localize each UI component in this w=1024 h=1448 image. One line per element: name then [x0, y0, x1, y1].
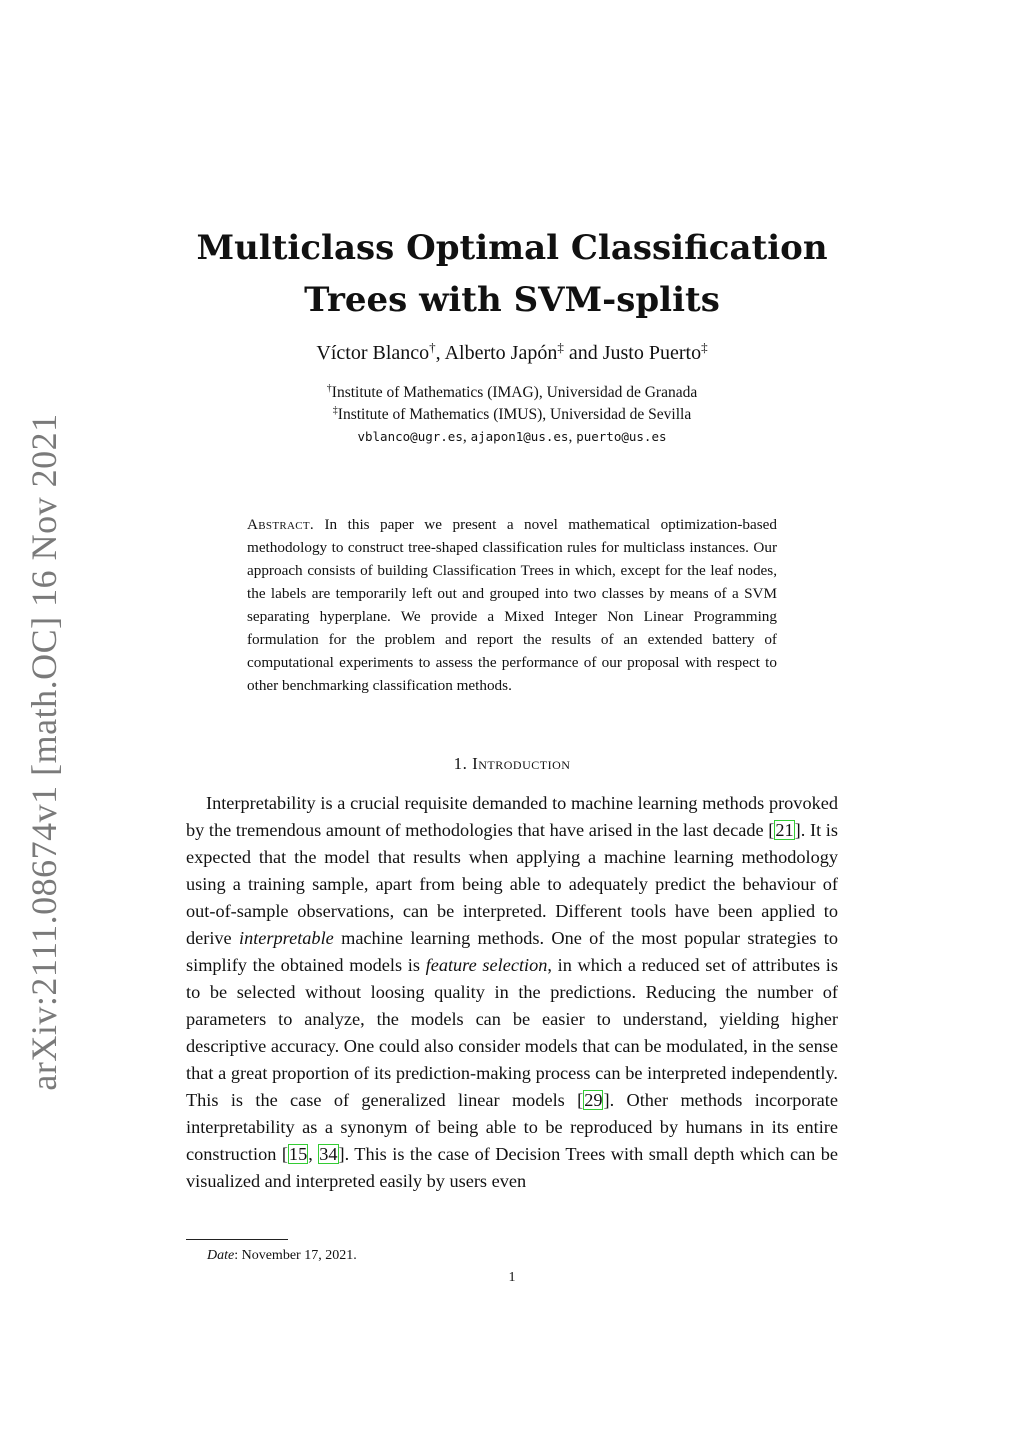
- title-line-2: Trees with SVM-splits: [304, 280, 720, 320]
- footnote-label: Date: [207, 1248, 235, 1263]
- affiliation-line: [0, 404, 1024, 426]
- footnote-text: : November 17, 2021.: [234, 1248, 357, 1263]
- email-link[interactable]: vblanco@ugr.es: [357, 429, 463, 444]
- author-separator: ,: [435, 342, 445, 364]
- section-title: Introduction: [472, 754, 571, 773]
- email-separator: ,: [462, 428, 471, 445]
- email-line: [0, 426, 1024, 448]
- author-separator: and: [563, 342, 603, 364]
- footnote-date: [207, 1248, 357, 1264]
- body-text: . It is expected that the model that results when applying a machine learning methodology using a training sample, apart from being able to adequately predict the behaviour of out-of-sample observations, can be interpreted. Different tools have been applied to derive: [186, 820, 838, 948]
- arxiv-identifier: arXiv:2111.08674v1 [math.OC] 16 Nov 2021: [24, 413, 64, 1091]
- body-text: Interpretability is a crucial requisite demanded to machine learning methods provoked by the tremendous amount of methodologies that have arised in the last decade: [186, 793, 838, 840]
- body-text: machine learning methods. One of the most popular strategies to simplify the obtained models is: [186, 928, 838, 975]
- section-heading: [0, 754, 1024, 774]
- section-number: 1.: [453, 754, 468, 773]
- introduction-paragraph: Interpretability is a crucial requisite demanded to machine learning methods provoked by the tremendous amount of methodologies that have arised in the last decade [21]. It is expected that the model that results when applying a machine learning methodology using a training sample, apart from being able to adequately predict the behaviour of out-of-sample observations, can be interpreted. Different tools have been applied to derive interpretable machine learning methods. One of the most popular strategies to simplify the obtained models is feature selection, in which a reduced set of attributes is to be selected without loosing quality in the predictions. Reducing the number of parameters to analyze, the models can be easier to understand, yielding higher descriptive accuracy. One could also consider models that can be modulated, in the sense that a great proportion of its prediction-making process can be interpreted independently. This is the case of generalized linear models [29]. Other methods incorporate interpretability as a synonym of being able to be reproduced by humans in its entire construction [15, 34]. This is the case of Decision Trees with small depth which can be visualized and interpreted easily by users even: [186, 793, 839, 1191]
- citation-link[interactable]: 15: [288, 1144, 308, 1164]
- title-line-1: Multiclass Optimal Classification: [196, 228, 828, 268]
- affiliation-mark: ‡: [332, 404, 338, 416]
- affiliation-text: Institute of Mathematics (IMAG), Universidad de Granada: [331, 384, 698, 401]
- abstract: [247, 513, 777, 697]
- citation-separator: ,: [308, 1144, 319, 1164]
- author-name: Alberto Japón: [444, 342, 558, 364]
- emphasized-text: feature selection: [425, 955, 548, 975]
- affiliation-mark: ‡: [701, 339, 708, 355]
- page-number: 1: [508, 1270, 516, 1285]
- footnote-rule: [186, 1239, 288, 1240]
- citation-link[interactable]: 29: [584, 1090, 603, 1110]
- body-text: . This is the case of Decision Trees with small depth which can be visualized and interpreted easily by users even: [186, 1144, 839, 1191]
- author-list: [0, 339, 1024, 365]
- affiliation-line: [0, 382, 1024, 404]
- email-link[interactable]: puerto@us.es: [576, 429, 667, 444]
- affiliation-mark: ‡: [557, 339, 564, 355]
- author-name: Justo Puerto: [602, 342, 702, 364]
- body-text: . Other methods incorporate interpretability as a synonym of being able to be reproduced by humans in its entire construction: [186, 1090, 838, 1164]
- email-link[interactable]: ajapon1@us.es: [470, 429, 569, 444]
- affiliation-block: [0, 382, 1024, 448]
- citation-link[interactable]: 34: [319, 1144, 338, 1164]
- abstract-heading: Abstract.: [247, 516, 314, 533]
- body-text: , in which a reduced set of attributes is to be selected without loosing quality in the predictions. Reducing the number of parameters to analyze, the models can be easier to understand, yielding higher descriptive accuracy. One could also consider models that can be modulated, in the sense that a great proportion of its prediction-making process can be interpreted independently. This is the case of generalized linear models: [186, 955, 839, 1110]
- emphasized-text: interpretable: [239, 928, 334, 948]
- affiliation-text: Institute of Mathematics (IMUS), Universidad de Sevilla: [337, 406, 692, 423]
- affiliation-mark: †: [429, 339, 436, 355]
- abstract-text: In this paper we present a novel mathematical optimization-based methodology to construct tree-shaped classification rules for multiclass instances. Our approach consists of building Classification Trees in which, except for the leaf nodes, the labels are temporarily left out and grouped into two classes by means of a SVM separating hyperplane. We provide a Mixed Integer Non Linear Programming formulation for the problem and report the results of an extended battery of computational experiments to assess the performance of our proposal with respect to other benchmarking classification methods.: [247, 516, 777, 694]
- affiliation-mark: †: [326, 382, 332, 394]
- citation-link[interactable]: 21: [775, 820, 794, 840]
- paper-title: [0, 222, 1024, 326]
- author-name: Víctor Blanco: [316, 342, 430, 364]
- email-separator: ,: [568, 428, 577, 445]
